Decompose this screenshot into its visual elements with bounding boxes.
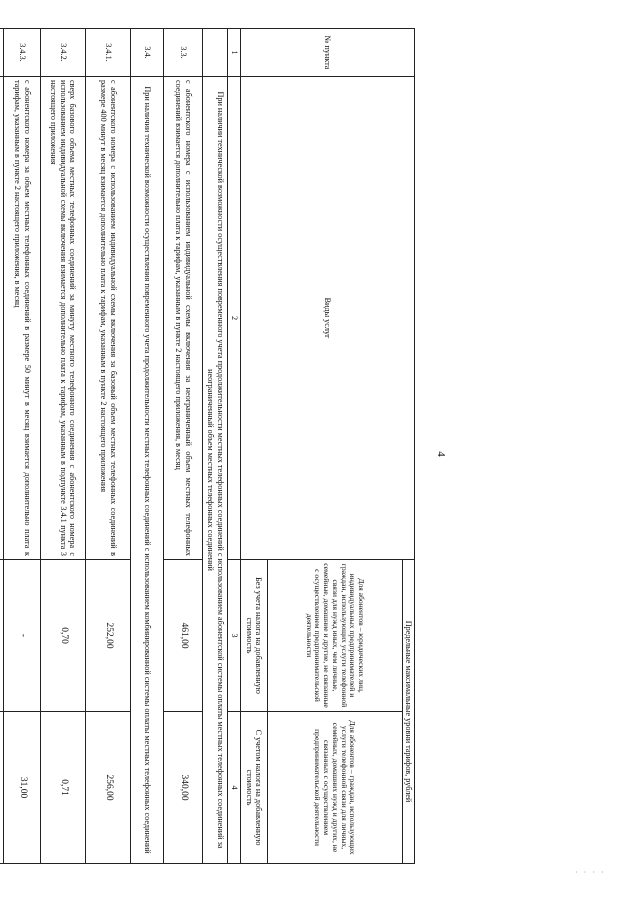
row-text [0, 77, 4, 560]
section-4-heading: При наличии технической возможности осуществления повременного учета продолжительности местных телефонных соединений с использованием комбинированной системы оплаты местных телефонных соединений [131, 77, 164, 864]
header-row [402, 29, 414, 864]
header-legal-entities: Для абонентов – юридических лиц, индивидуальных предпринимателей и граждан, использующих услуги телефонной связи для нужд иных, чем личные, семейные, домашние и другие, не связанные с осуществлением предпринимательской деятельности [267, 560, 402, 712]
row-text: сверх базового объема местных телефонных соединений за минуту местного телефонного соединения с абонентского номера с использованием индивидуальной схемы включения взимается дополнительно плата к тарифам, указанным в подпункте 3.4.1 пункта 3 настоящего приложения [41, 77, 86, 560]
index-cell: 4 [228, 712, 240, 864]
row-number [0, 29, 4, 77]
empty-cell [203, 29, 228, 77]
section-row [131, 29, 164, 864]
index-cell: 2 [228, 77, 240, 560]
header-citizens: Для абонентов – граждан, использующих услуги телефонной связи для личных, семейных, домашних нужд и других, не связанных с осуществлением предпринимательской деятельности [267, 712, 402, 864]
row-value-with-vat [0, 712, 4, 864]
tariff-table [0, 28, 415, 864]
row-number: 3.4. [131, 29, 164, 77]
row-text: с абонентского номера с использованием индивидуальной схемы включения за неограниченный объем местных телефонных соединений взимается дополнительно плата к тарифам, указанным в пункте 2 настоящего приложения, в месяц [164, 77, 203, 560]
header-col-services: Виды услуг [240, 77, 414, 560]
table-row [4, 29, 41, 864]
section-row [203, 29, 228, 864]
header-tariff-group: Предельные максимальные уровни тарифов, рублей [402, 560, 414, 864]
row-number: 3.4.2. [41, 29, 86, 77]
table-row [86, 29, 131, 864]
table-row [41, 29, 86, 864]
row-value-with-vat: 0,71 [41, 712, 86, 864]
row-number: 3.4.3. [4, 29, 41, 77]
section-3-heading: При наличии технической возможности осуществления повременного учета продолжительности местных телефонных соединений с использованием абонентской системы оплаты местных телефонных соединений за неограниченный объем местных телефонных соединений [203, 77, 228, 864]
row-value-without-vat [0, 560, 4, 712]
index-row [228, 29, 240, 864]
header-with-vat: С учетом налога на добавленную стоимость [240, 712, 267, 864]
table-row [0, 29, 4, 864]
header-without-vat: Без учета налога на добавленную стоимость [240, 560, 267, 712]
row-value-with-vat: 31,00 [4, 712, 41, 864]
tariff-table-rotated [13, 28, 415, 863]
row-value-without-vat: - [4, 560, 41, 712]
table-row [164, 29, 203, 864]
index-cell: 3 [228, 560, 240, 712]
scan-artifact: · · · · [575, 868, 606, 877]
row-number: 3.4.1. [86, 29, 131, 77]
header-col-num: № пункта [240, 29, 414, 77]
row-value-with-vat: 256,00 [86, 712, 131, 864]
row-value-without-vat: 252,00 [86, 560, 131, 712]
row-value-with-vat: 340,00 [164, 712, 203, 864]
row-text: с абонентского номера с использованием индивидуальной схемы включения за базовый объем местных телефонных соединений в размере 400 минут в месяц взимается дополнительно плата к тарифам, указанным в пункте 2 настоящего приложения [86, 77, 131, 560]
row-value-without-vat: 0,70 [41, 560, 86, 712]
row-value-without-vat: 461,00 [164, 560, 203, 712]
index-cell: 1 [228, 29, 240, 77]
row-number: 3.3. [164, 29, 203, 77]
row-text: с абонентского номера за объем местных телефонных соединений в размере 50 минут в месяц взимается дополнительно плата к тарифам, указанным в пункте 2 настоящего приложения, в месяц [4, 77, 41, 560]
page-number: 4 [434, 451, 447, 457]
